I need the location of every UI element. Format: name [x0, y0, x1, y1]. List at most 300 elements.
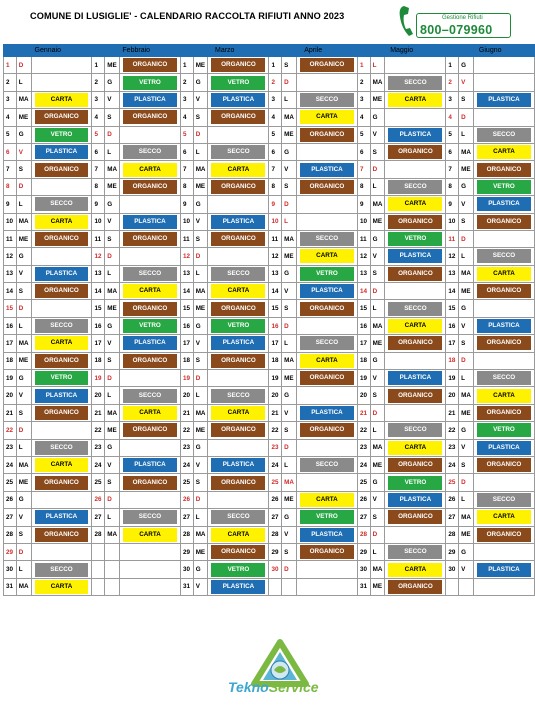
- waste-type-cell: [119, 561, 180, 578]
- waste-type-cell: [31, 474, 92, 491]
- waste-type-cell: [119, 161, 180, 178]
- waste-type-badge: ORGANICO: [388, 580, 442, 594]
- waste-type-cell: [296, 109, 357, 126]
- weekday-cell: S: [193, 474, 208, 491]
- waste-type-cell: [385, 509, 446, 526]
- waste-type-cell: [473, 265, 534, 282]
- waste-type-badge: ORGANICO: [123, 180, 177, 194]
- waste-type-badge: CARTA: [123, 163, 177, 177]
- waste-type-badge: CARTA: [388, 93, 442, 107]
- waste-type-cell: [385, 196, 446, 213]
- day-number-cell: 30: [357, 561, 370, 578]
- day-number-cell: 6: [180, 143, 193, 160]
- waste-type-cell: [385, 387, 446, 404]
- weekday-cell: D: [459, 474, 474, 491]
- waste-type-badge: SECCO: [477, 493, 531, 507]
- waste-type-badge: PLASTICA: [477, 319, 531, 333]
- waste-type-cell: [208, 526, 269, 543]
- weekday-cell: S: [370, 143, 385, 160]
- day-number-cell: 21: [92, 404, 105, 421]
- day-number-cell: [92, 578, 105, 595]
- waste-type-badge: ORGANICO: [477, 336, 531, 350]
- waste-type-cell: [473, 561, 534, 578]
- day-number-cell: 28: [269, 526, 282, 543]
- month-header-gennaio: Gennaio: [4, 45, 92, 57]
- day-number-cell: 2: [357, 74, 370, 91]
- brand-name: [228, 679, 319, 695]
- day-number-cell: 8: [92, 178, 105, 195]
- waste-type-badge: CARTA: [388, 319, 442, 333]
- waste-type-cell: [385, 143, 446, 160]
- weekday-cell: L: [459, 248, 474, 265]
- day-number-cell: 3: [92, 91, 105, 108]
- weekday-cell: D: [16, 57, 31, 74]
- waste-type-badge: CARTA: [123, 406, 177, 420]
- weekday-cell: L: [282, 213, 297, 230]
- waste-type-cell: [296, 300, 357, 317]
- waste-type-cell: [385, 561, 446, 578]
- waste-type-badge: PLASTICA: [477, 93, 531, 107]
- waste-type-cell: [296, 317, 357, 334]
- waste-type-cell: [208, 474, 269, 491]
- waste-type-cell: [385, 370, 446, 387]
- weekday-cell: MA: [16, 91, 31, 108]
- waste-type-badge: ORGANICO: [388, 215, 442, 229]
- waste-type-badge: SECCO: [211, 510, 265, 524]
- day-number-cell: 6: [92, 143, 105, 160]
- waste-type-cell: [31, 57, 92, 74]
- weekday-cell: S: [282, 422, 297, 439]
- waste-type-badge: ORGANICO: [123, 476, 177, 490]
- waste-type-cell: [296, 91, 357, 108]
- day-number-cell: 23: [4, 439, 17, 456]
- weekday-cell: V: [370, 370, 385, 387]
- page-title: COMUNE DI LUSIGLIE' - CALENDARIO RACCOLTA RIFIUTI ANNO 2023: [30, 11, 345, 21]
- waste-type-cell: [208, 143, 269, 160]
- waste-type-cell: [208, 422, 269, 439]
- day-number-cell: 7: [4, 161, 17, 178]
- weekday-cell: V: [282, 161, 297, 178]
- waste-type-badge: CARTA: [123, 528, 177, 542]
- day-number-cell: 16: [269, 317, 282, 334]
- day-number-cell: 8: [4, 178, 17, 195]
- waste-type-badge: CARTA: [477, 510, 531, 524]
- waste-type-badge: VETRO: [211, 319, 265, 333]
- table-row: [4, 126, 535, 143]
- weekday-cell: ME: [105, 178, 120, 195]
- weekday-cell: L: [16, 439, 31, 456]
- waste-type-cell: [296, 283, 357, 300]
- day-number-cell: 23: [357, 439, 370, 456]
- weekday-cell: ME: [105, 422, 120, 439]
- waste-type-badge: PLASTICA: [300, 406, 354, 420]
- waste-type-badge: SECCO: [123, 389, 177, 403]
- waste-type-cell: [473, 491, 534, 508]
- waste-type-cell: [385, 283, 446, 300]
- weekday-cell: S: [105, 109, 120, 126]
- weekday-cell: MA: [16, 213, 31, 230]
- waste-type-badge: PLASTICA: [211, 580, 265, 594]
- day-number-cell: 30: [446, 561, 459, 578]
- day-number-cell: 24: [357, 456, 370, 473]
- weekday-cell: ME: [282, 491, 297, 508]
- waste-type-badge: PLASTICA: [123, 93, 177, 107]
- waste-type-badge: SECCO: [477, 128, 531, 142]
- weekday-cell: G: [105, 317, 120, 334]
- waste-type-badge: ORGANICO: [300, 423, 354, 437]
- month-header-maggio: Maggio: [357, 45, 445, 57]
- waste-type-badge: ORGANICO: [35, 110, 89, 124]
- weekday-cell: G: [16, 248, 31, 265]
- day-number-cell: 23: [269, 439, 282, 456]
- table-row: [4, 57, 535, 74]
- weekday-cell: V: [370, 248, 385, 265]
- day-number-cell: 24: [446, 456, 459, 473]
- waste-type-badge: SECCO: [35, 441, 89, 455]
- waste-type-badge: PLASTICA: [123, 215, 177, 229]
- waste-type-cell: [208, 578, 269, 595]
- waste-type-cell: [119, 143, 180, 160]
- weekday-cell: MA: [105, 526, 120, 543]
- day-number-cell: 27: [92, 509, 105, 526]
- day-number-cell: 13: [4, 265, 17, 282]
- waste-type-badge: CARTA: [123, 284, 177, 298]
- weekday-cell: ME: [193, 422, 208, 439]
- weekday-cell: ME: [193, 57, 208, 74]
- day-number-cell: 3: [180, 91, 193, 108]
- table-row: [4, 109, 535, 126]
- waste-type-badge: CARTA: [211, 528, 265, 542]
- weekday-cell: L: [105, 509, 120, 526]
- waste-type-badge: SECCO: [388, 180, 442, 194]
- waste-type-cell: [119, 509, 180, 526]
- day-number-cell: 13: [180, 265, 193, 282]
- day-number-cell: 27: [446, 509, 459, 526]
- weekday-cell: V: [193, 213, 208, 230]
- day-number-cell: 13: [92, 265, 105, 282]
- waste-type-cell: [473, 213, 534, 230]
- day-number-cell: 14: [4, 283, 17, 300]
- weekday-cell: D: [193, 370, 208, 387]
- waste-type-badge: CARTA: [477, 145, 531, 159]
- weekday-cell: G: [459, 300, 474, 317]
- weekday-cell: L: [282, 456, 297, 473]
- waste-type-cell: [473, 456, 534, 473]
- waste-type-badge: PLASTICA: [477, 563, 531, 577]
- day-number-cell: 1: [269, 57, 282, 74]
- waste-type-badge: CARTA: [388, 563, 442, 577]
- month-header-marzo: Marzo: [180, 45, 268, 57]
- waste-type-badge: ORGANICO: [211, 110, 265, 124]
- waste-type-cell: [296, 509, 357, 526]
- table-row: [4, 509, 535, 526]
- table-row: [4, 456, 535, 473]
- weekday-cell: ME: [282, 248, 297, 265]
- weekday-cell: D: [370, 283, 385, 300]
- day-number-cell: 17: [446, 335, 459, 352]
- weekday-cell: D: [370, 526, 385, 543]
- table-row: [4, 213, 535, 230]
- waste-type-cell: [119, 74, 180, 91]
- weekday-cell: D: [282, 439, 297, 456]
- waste-type-cell: [473, 91, 534, 108]
- waste-type-cell: [473, 578, 534, 595]
- waste-type-cell: [208, 196, 269, 213]
- waste-type-cell: [473, 161, 534, 178]
- day-number-cell: 21: [269, 404, 282, 421]
- waste-type-cell: [31, 265, 92, 282]
- weekday-cell: ME: [105, 57, 120, 74]
- waste-type-cell: [119, 474, 180, 491]
- table-row: [4, 230, 535, 247]
- waste-type-cell: [31, 561, 92, 578]
- day-number-cell: 3: [269, 91, 282, 108]
- day-number-cell: 23: [92, 439, 105, 456]
- day-number-cell: 5: [4, 126, 17, 143]
- waste-type-cell: [208, 57, 269, 74]
- day-number-cell: 19: [269, 370, 282, 387]
- day-number-cell: 16: [4, 317, 17, 334]
- waste-type-cell: [296, 439, 357, 456]
- table-row: [4, 422, 535, 439]
- waste-type-cell: [31, 143, 92, 160]
- day-number-cell: 9: [446, 196, 459, 213]
- weekday-cell: D: [282, 561, 297, 578]
- day-number-cell: 22: [446, 422, 459, 439]
- waste-type-badge: PLASTICA: [211, 93, 265, 107]
- waste-type-badge: ORGANICO: [211, 545, 265, 559]
- waste-type-cell: [208, 509, 269, 526]
- waste-type-badge: PLASTICA: [123, 458, 177, 472]
- day-number-cell: 19: [357, 370, 370, 387]
- waste-type-cell: [119, 543, 180, 560]
- waste-type-cell: [208, 543, 269, 560]
- waste-type-badge: CARTA: [300, 354, 354, 368]
- day-number-cell: 26: [446, 491, 459, 508]
- waste-type-cell: [296, 196, 357, 213]
- waste-type-cell: [385, 456, 446, 473]
- waste-type-badge: VETRO: [35, 371, 89, 385]
- waste-type-cell: [31, 543, 92, 560]
- weekday-cell: ME: [193, 543, 208, 560]
- day-number-cell: 4: [4, 109, 17, 126]
- waste-type-cell: [473, 387, 534, 404]
- weekday-cell: ME: [193, 300, 208, 317]
- waste-type-cell: [296, 387, 357, 404]
- day-number-cell: 6: [269, 143, 282, 160]
- waste-type-badge: SECCO: [388, 545, 442, 559]
- weekday-cell: D: [105, 370, 120, 387]
- waste-type-cell: [119, 283, 180, 300]
- waste-type-badge: CARTA: [300, 110, 354, 124]
- weekday-cell: D: [193, 491, 208, 508]
- weekday-cell: V: [16, 387, 31, 404]
- waste-type-badge: PLASTICA: [300, 163, 354, 177]
- day-number-cell: 28: [4, 526, 17, 543]
- day-number-cell: 19: [92, 370, 105, 387]
- table-row: [4, 578, 535, 595]
- waste-type-badge: SECCO: [123, 267, 177, 281]
- waste-type-cell: [119, 404, 180, 421]
- table-row: [4, 439, 535, 456]
- table-row: [4, 248, 535, 265]
- waste-type-cell: [296, 248, 357, 265]
- waste-type-cell: [296, 578, 357, 595]
- day-number-cell: 1: [446, 57, 459, 74]
- weekday-cell: MA: [282, 474, 297, 491]
- day-number-cell: 16: [446, 317, 459, 334]
- waste-type-badge: SECCO: [35, 197, 89, 211]
- day-number-cell: 22: [92, 422, 105, 439]
- day-number-cell: 30: [180, 561, 193, 578]
- weekday-cell: L: [370, 543, 385, 560]
- weekday-cell: [105, 543, 120, 560]
- waste-type-cell: [473, 404, 534, 421]
- waste-type-cell: [119, 178, 180, 195]
- weekday-cell: V: [105, 91, 120, 108]
- waste-type-cell: [208, 126, 269, 143]
- waste-type-cell: [208, 387, 269, 404]
- waste-type-cell: [31, 178, 92, 195]
- day-number-cell: 2: [269, 74, 282, 91]
- weekday-cell: MA: [193, 404, 208, 421]
- weekday-cell: ME: [370, 335, 385, 352]
- day-number-cell: 17: [357, 335, 370, 352]
- waste-type-badge: CARTA: [300, 493, 354, 507]
- waste-type-cell: [385, 526, 446, 543]
- day-number-cell: 28: [446, 526, 459, 543]
- month-header-febbraio: Febbraio: [92, 45, 180, 57]
- day-number-cell: 4: [269, 109, 282, 126]
- waste-type-cell: [208, 230, 269, 247]
- weekday-cell: L: [370, 422, 385, 439]
- waste-type-badge: CARTA: [211, 284, 265, 298]
- waste-type-badge: ORGANICO: [477, 215, 531, 229]
- waste-type-badge: PLASTICA: [211, 336, 265, 350]
- day-number-cell: 5: [180, 126, 193, 143]
- waste-type-cell: [385, 404, 446, 421]
- waste-type-cell: [473, 109, 534, 126]
- waste-type-cell: [31, 352, 92, 369]
- waste-type-badge: VETRO: [300, 267, 354, 281]
- weekday-cell: S: [282, 543, 297, 560]
- weekday-cell: S: [370, 387, 385, 404]
- waste-type-badge: CARTA: [35, 336, 89, 350]
- waste-type-badge: PLASTICA: [211, 458, 265, 472]
- weekday-cell: V: [105, 213, 120, 230]
- day-number-cell: 4: [357, 109, 370, 126]
- waste-type-cell: [31, 422, 92, 439]
- waste-type-cell: [385, 178, 446, 195]
- waste-type-cell: [31, 317, 92, 334]
- day-number-cell: 29: [180, 543, 193, 560]
- weekday-cell: S: [282, 300, 297, 317]
- weekday-cell: D: [16, 300, 31, 317]
- waste-type-badge: ORGANICO: [211, 476, 265, 490]
- day-number-cell: 29: [269, 543, 282, 560]
- weekday-cell: ME: [16, 474, 31, 491]
- waste-type-badge: ORGANICO: [388, 458, 442, 472]
- day-number-cell: 20: [446, 387, 459, 404]
- weekday-cell: G: [16, 370, 31, 387]
- waste-type-cell: [208, 91, 269, 108]
- weekday-cell: V: [459, 74, 474, 91]
- weekday-cell: S: [370, 509, 385, 526]
- day-number-cell: 8: [357, 178, 370, 195]
- day-number-cell: 1: [180, 57, 193, 74]
- weekday-cell: S: [370, 265, 385, 282]
- day-number-cell: 7: [446, 161, 459, 178]
- day-number-cell: 13: [357, 265, 370, 282]
- waste-type-cell: [385, 491, 446, 508]
- day-number-cell: 10: [4, 213, 17, 230]
- day-number-cell: 16: [92, 317, 105, 334]
- weekday-cell: G: [16, 491, 31, 508]
- waste-type-cell: [473, 230, 534, 247]
- table-row: [4, 265, 535, 282]
- waste-type-badge: CARTA: [35, 580, 89, 594]
- day-number-cell: 11: [92, 230, 105, 247]
- day-number-cell: 10: [446, 213, 459, 230]
- weekday-cell: ME: [459, 161, 474, 178]
- day-number-cell: 17: [269, 335, 282, 352]
- waste-type-cell: [31, 456, 92, 473]
- waste-type-badge: ORGANICO: [211, 58, 265, 72]
- waste-type-cell: [31, 335, 92, 352]
- waste-type-badge: ORGANICO: [211, 423, 265, 437]
- day-number-cell: [446, 578, 459, 595]
- day-number-cell: 11: [357, 230, 370, 247]
- weekday-cell: S: [282, 57, 297, 74]
- day-number-cell: 28: [92, 526, 105, 543]
- day-number-cell: 12: [4, 248, 17, 265]
- waste-type-cell: [385, 161, 446, 178]
- weekday-cell: MA: [459, 265, 474, 282]
- weekday-cell: S: [105, 230, 120, 247]
- waste-type-cell: [385, 335, 446, 352]
- day-number-cell: 22: [4, 422, 17, 439]
- day-number-cell: 3: [357, 91, 370, 108]
- table-row: [4, 91, 535, 108]
- weekday-cell: MA: [282, 109, 297, 126]
- weekday-cell: MA: [370, 196, 385, 213]
- waste-type-badge: ORGANICO: [35, 232, 89, 246]
- waste-type-cell: [296, 370, 357, 387]
- weekday-cell: V: [370, 491, 385, 508]
- collection-calendar-table: [3, 44, 535, 596]
- day-number-cell: 19: [446, 370, 459, 387]
- waste-type-cell: [296, 126, 357, 143]
- day-number-cell: 30: [4, 561, 17, 578]
- waste-type-cell: [385, 300, 446, 317]
- weekday-cell: L: [193, 509, 208, 526]
- weekday-cell: S: [459, 456, 474, 473]
- waste-type-badge: ORGANICO: [35, 528, 89, 542]
- waste-type-badge: ORGANICO: [123, 354, 177, 368]
- weekday-cell: V: [193, 91, 208, 108]
- waste-type-badge: PLASTICA: [477, 441, 531, 455]
- waste-type-cell: [385, 57, 446, 74]
- waste-type-badge: ORGANICO: [211, 232, 265, 246]
- waste-type-badge: ORGANICO: [300, 58, 354, 72]
- waste-type-cell: [208, 109, 269, 126]
- waste-type-cell: [119, 248, 180, 265]
- weekday-cell: D: [193, 248, 208, 265]
- day-number-cell: 19: [180, 370, 193, 387]
- weekday-cell: V: [282, 526, 297, 543]
- weekday-cell: MA: [16, 335, 31, 352]
- waste-type-badge: VETRO: [123, 76, 177, 90]
